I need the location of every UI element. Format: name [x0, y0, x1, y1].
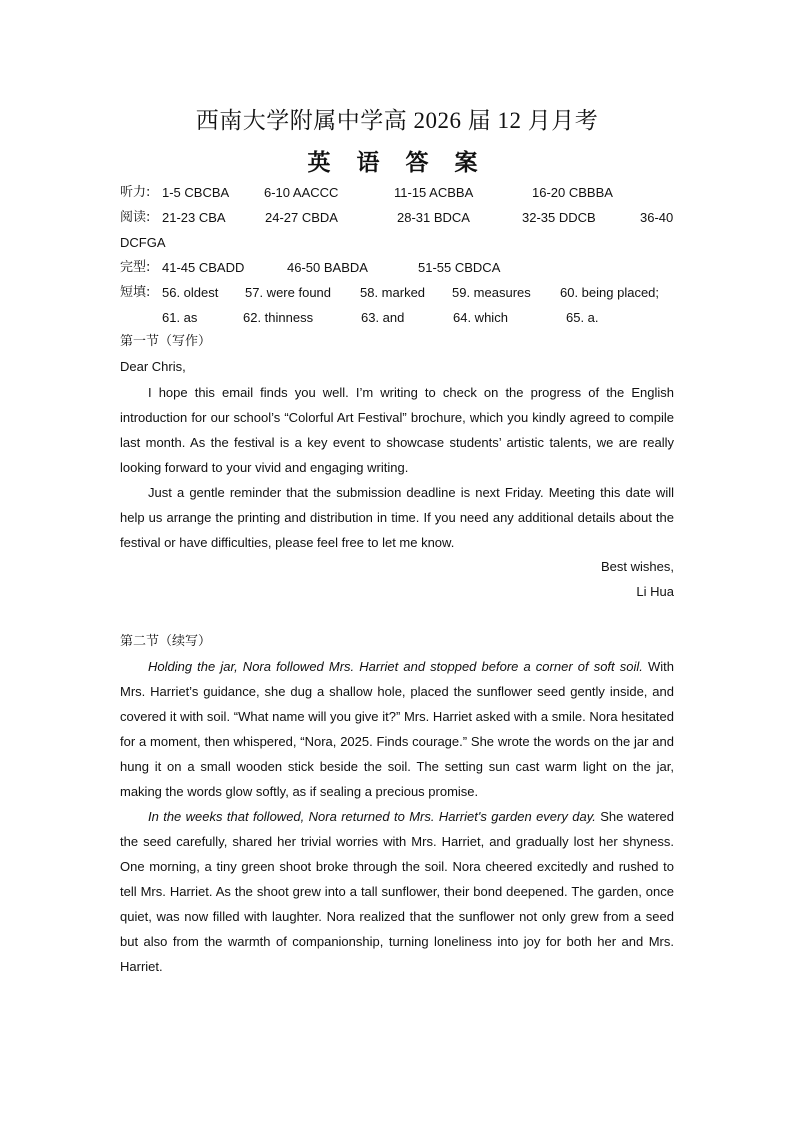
answer-item: 65. a. — [566, 310, 599, 325]
answer-item: 60. being placed; — [560, 285, 660, 300]
short-fill-answers — [120, 283, 674, 303]
paragraph-text: With Mrs. Harriet’s guidance, she dug a shallow hole, placed the sunflower seed gently inside, and covered it with soil. “What name will you give it?” Mrs. Harriet asked with a smile. Nora hesitated for a moment, then whispered, “Nora, 2025. Finds courage.” She wrote the words on the jar and hung it on a small wooden stick beside the soil. The setting sun cast warm light on the jar, making the words glow softly, as if sealing a precious promise. — [120, 659, 674, 799]
listening-answers — [120, 183, 674, 203]
answer-group: 46-50 BABDA — [287, 260, 368, 275]
answer-group: 16-20 CBBBA — [532, 185, 613, 200]
answer-group: 32-35 DDCB — [522, 210, 596, 225]
short-fill-label: 短填: — [120, 285, 151, 300]
continuation-body — [120, 654, 674, 979]
page-subtitle: 英 语 答 案 — [307, 149, 487, 176]
answer-item: 63. and — [361, 310, 405, 325]
answer-group: 28-31 BDCA — [397, 210, 470, 225]
answer-item: 56. oldest — [162, 285, 219, 300]
letter-paragraph: I hope this email finds you well. I’m writing to check on the progress of the English introduction for our school’s “Colorful Art Festival” brochure, which you kindly agreed to compile last month. As the festival is a key event to showcase students’ artistic talents, we are really looking forward to your vivid and engaging writing. — [120, 385, 674, 475]
paragraph-text: She watered the seed carefully, shared her trivial worries with Mrs. Harriet, and gradually lost her shyness. One morning, a tiny green shoot broke through the soil. Nora cheered excitedly and rushed to tell Mrs. Harriet. As the shoot grew into a tall sunflower, their bond deepened. The garden, once quiet, was now filled with laughter. Nora realized that the sunflower not only grew from a seed but also from the warmth of companionship, turning loneliness into joy for both her and Mrs. Harriet. — [120, 809, 674, 974]
answer-item: 59. measures — [452, 285, 531, 300]
letter-paragraph: Just a gentle reminder that the submission deadline is next Friday. Meeting this date will help us arrange the printing and distribution in time. If you need any additional details about the festival or have difficulties, please feel free to let me know. — [120, 485, 674, 550]
short-fill-answers-2 — [120, 308, 674, 328]
continuation-paragraph — [120, 654, 674, 804]
answer-group: 36-40 — [640, 210, 674, 225]
reading-label: 阅读: — [120, 210, 151, 225]
letter-body — [120, 380, 674, 555]
answer-group: 41-45 CBADD — [162, 260, 245, 275]
answer-item: 62. thinness — [243, 310, 314, 325]
cloze-answers — [120, 258, 674, 278]
paragraph-lead-sentence: Holding the jar, Nora followed Mrs. Harriet and stopped before a corner of soft soil. — [148, 659, 643, 674]
cloze-label: 完型: — [120, 260, 151, 275]
answer-item: 61. as — [162, 310, 198, 325]
reading-answers — [120, 208, 674, 228]
letter-closing: Best wishes, — [601, 559, 674, 574]
section1-heading: 第一节（写作） — [120, 334, 212, 349]
answer-group: 11-15 ACBBA — [394, 185, 474, 200]
answer-item: 58. marked — [360, 285, 426, 300]
listening-label: 听力: — [120, 185, 151, 200]
answer-group: 24-27 CBDA — [265, 210, 338, 225]
answer-item: 64. which — [453, 310, 508, 325]
continuation-paragraph — [120, 804, 674, 979]
answer-item: 57. were found — [245, 285, 332, 300]
reading-answers-wrap: DCFGA — [120, 235, 166, 250]
paragraph-lead-sentence: In the weeks that followed, Nora returned to Mrs. Harriet's garden every day. — [148, 809, 596, 824]
answer-group: 51-55 CBDCA — [418, 260, 501, 275]
letter-greeting: Dear Chris, — [120, 359, 186, 374]
answer-group: 21-23 CBA — [162, 210, 226, 225]
page-title: 西南大学附属中学高 2026 届 12 月月考 — [195, 108, 599, 133]
letter-signature: Li Hua — [636, 584, 674, 599]
answer-group: 6-10 AACCC — [264, 185, 339, 200]
answer-group: 1-5 CBCBA — [162, 185, 230, 200]
section2-heading: 第二节（续写） — [120, 634, 212, 649]
